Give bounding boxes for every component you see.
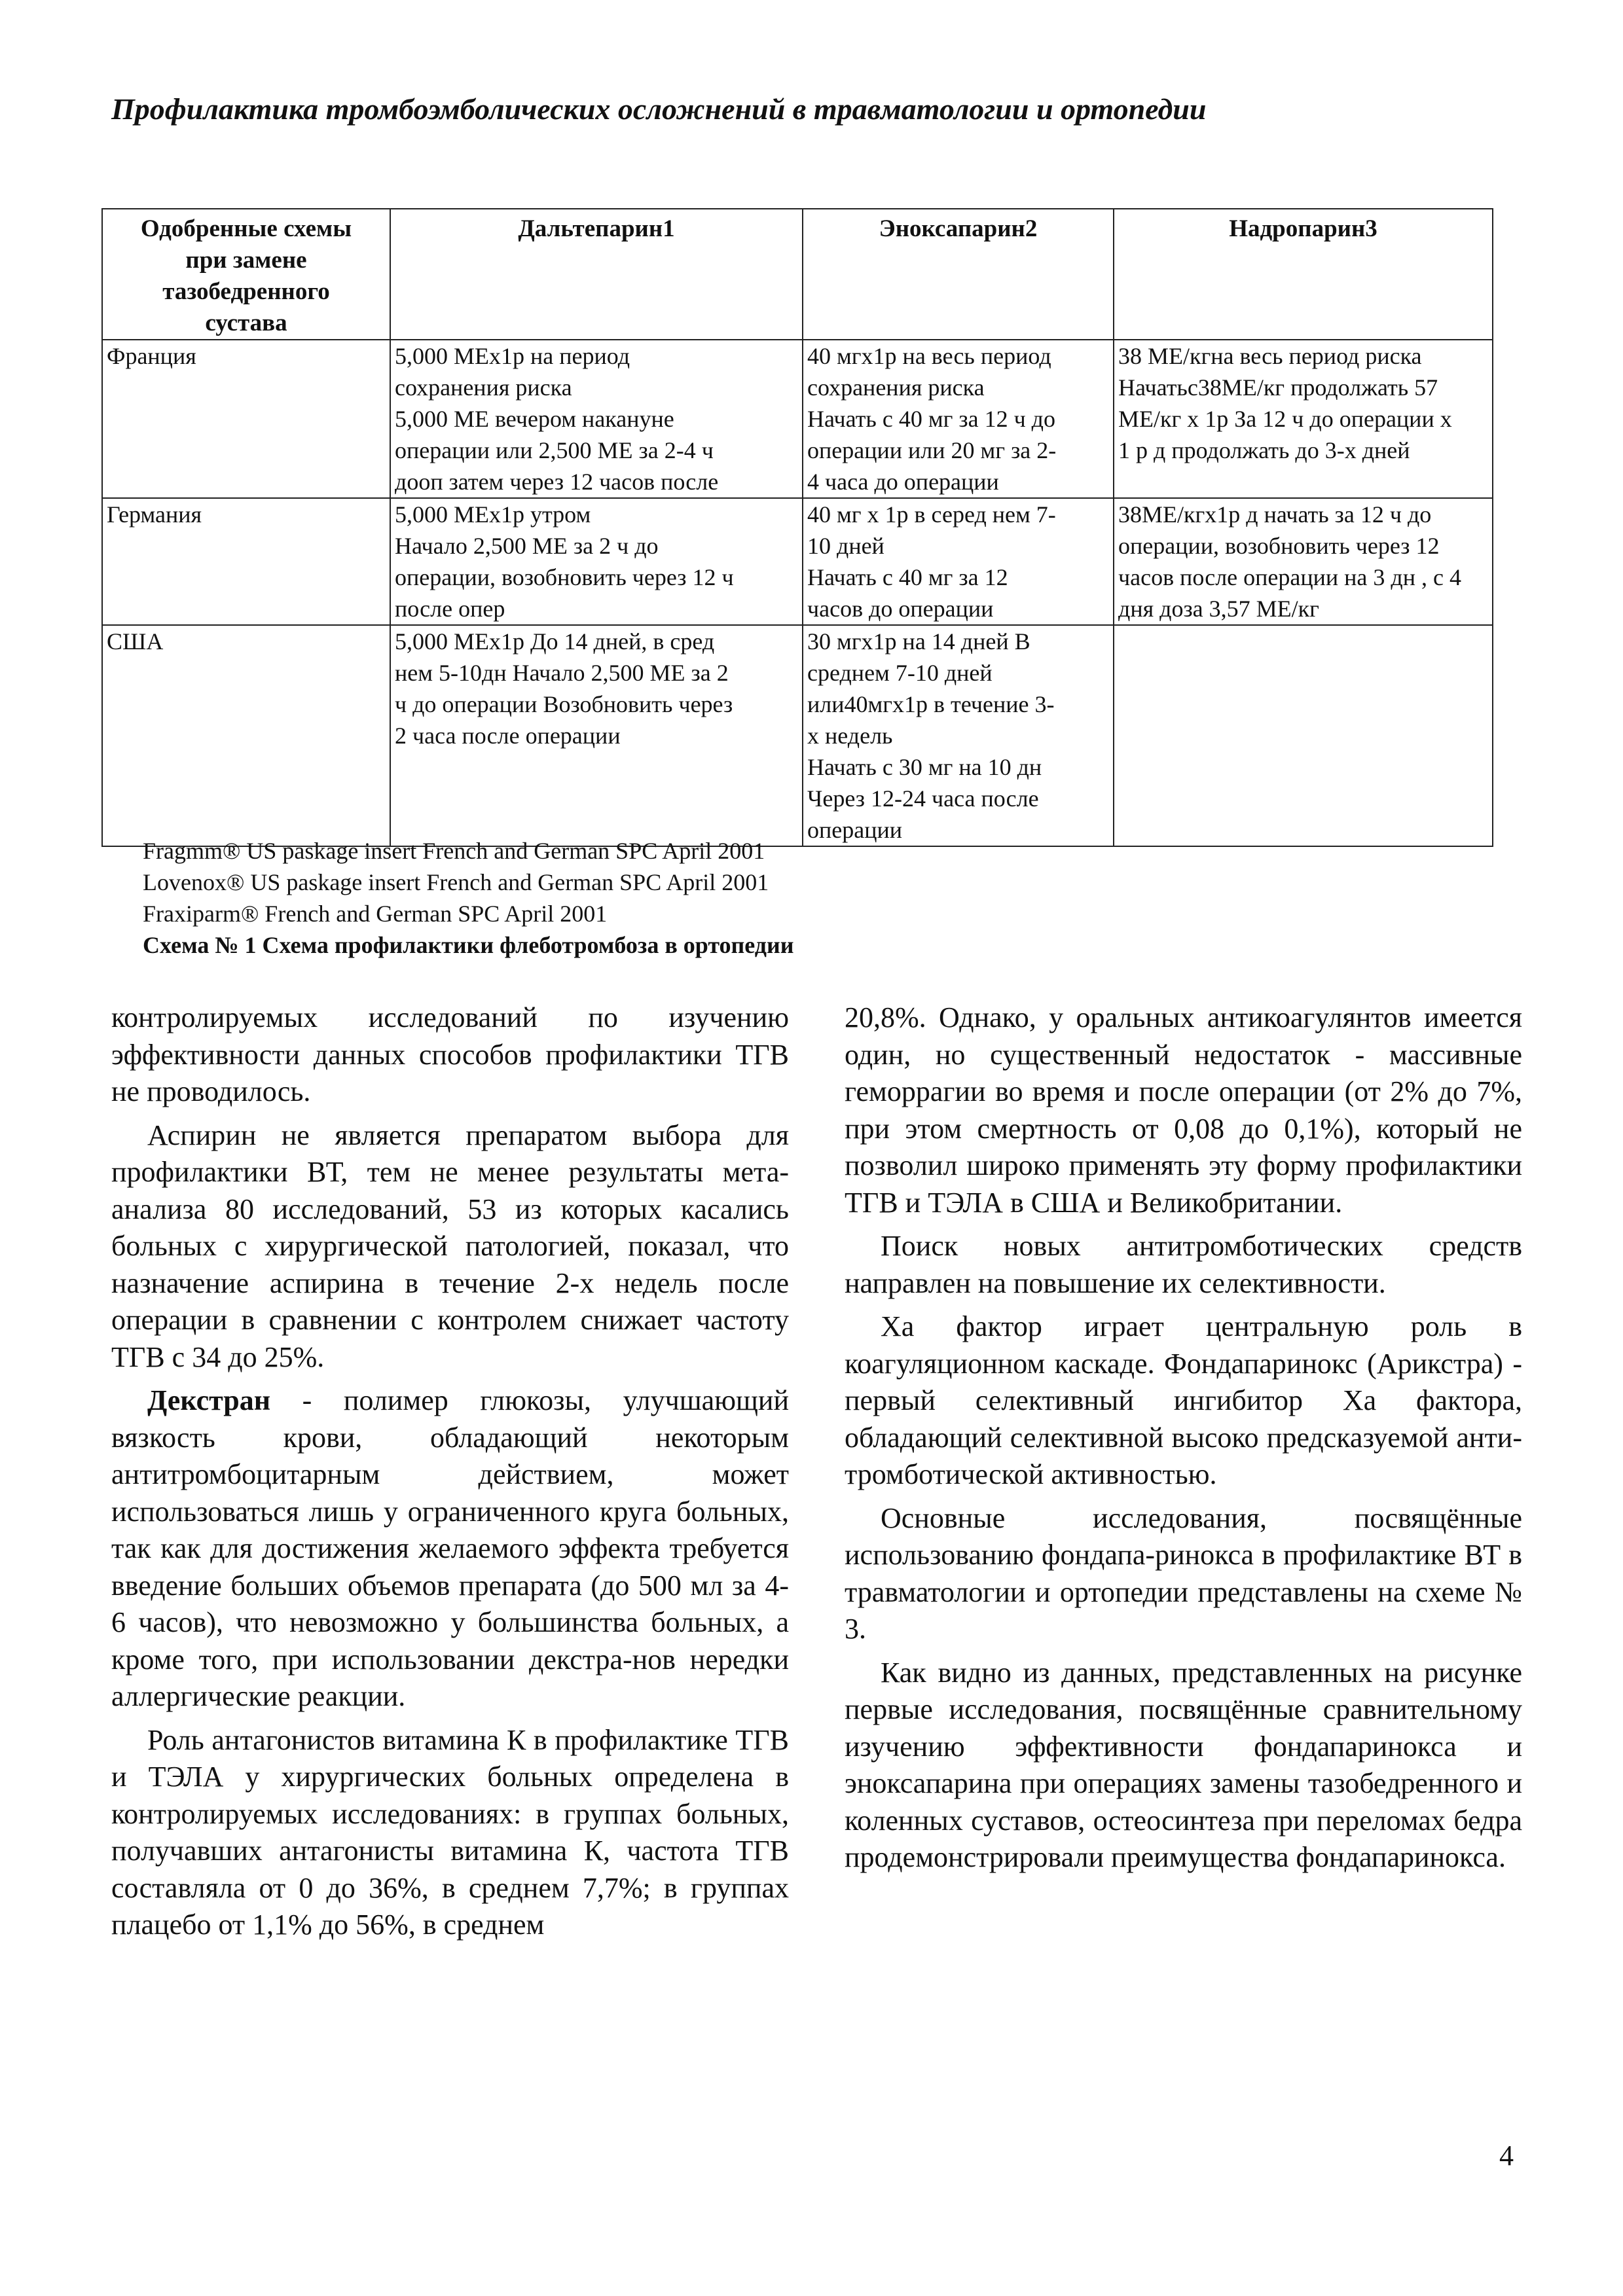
source-note: Fragmm® US paskage insert French and German SPC April 2001 [143,838,765,864]
paragraph: Как видно из данных, представленных на рисунке первые исследования, посвящённые сравнительному изучению эффективности фондапаринокса и эноксапарина при операциях замены тазобедренного и коленных суставов, остеосинтеза при переломах бедра продемонстрировали преимущества фондапаринокса. [845,1656,1522,1873]
paragraph: Роль антагонистов витамина К в профилактике ТГВ и ТЭЛА у хирургических больных определена в контролируемых исследованиях: в группах больных, получавших антагонисты витамина К, частота ТГВ составляла от 0 до 36%, в среднем 7,7%; в группах плацебо от 1,1% до 56%, в среднем [111,1723,789,1941]
cell-nadroparin: 38МЕ/кгх1р д начать за 12 ч до операции, возобновить через 12 часов после операции на 3 дн , с 4 дня доза 3,57 МЕ/кг [1114,498,1493,625]
cell-country: США [102,625,390,846]
source-note: Fraxiparm® French and German SPC April 2001 [143,901,608,927]
cell-nadroparin: 38 МЕ/кгна весь период риска Начатьс38МЕ/кг продолжать 57 МЕ/кг х 1р За 12 ч до операции х 1 р д продолжать до 3-х дней [1114,340,1493,498]
source-note: Lovenox® US paskage insert French and German SPC April 2001 [143,869,769,895]
prophylaxis-schemes-table [101,208,1493,847]
cell-dalteparin: 5,000 МЕх1р До 14 дней, в сред нем 5-10дн Начало 2,500 МЕ за 2 ч до операции Возобновить через 2 часа после операции [390,625,803,846]
paragraph: контролируемых исследований по изучению эффективности данных способов профилактики ТГВ не проводилось. [111,1001,789,1107]
term-dextran: Декстран [147,1384,271,1416]
cell-nadroparin [1114,625,1493,846]
paragraph: Аспирин не является препаратом выбора для профилактики ВТ, тем не менее результаты мета-анализа 80 исследований, 53 из которых касались больных с хирургической патологией, показал, что назначение аспирина в течение 2-х недель после операции в сравнении с контролем снижает частоту ТГВ с 34 до 25%. [111,1119,789,1373]
table-row-france [102,340,1493,498]
table-header-row [102,209,1493,340]
page-number: 4 [1499,2140,1514,2172]
table-row-germany [102,498,1493,625]
paragraph: 20,8%. Однако, у оральных антикоагулянтов имеется один, но существенный недостаток - массивные геморрагии во время и после операции (от 2% до 7%, при этом смертность от 0,08 до 0,1%), который не позволил широко применять эту форму профилактики ТГВ и ТЭЛА в США и Великобритании. [845,1001,1522,1219]
cell-enoxaparin: 40 мг х 1р в серед нем 7- 10 дней Начать с 40 мг за 12 часов до операции [803,498,1114,625]
header-dalteparin: Дальтепарин1 [390,209,803,340]
body-column-right [845,999,1522,1883]
cell-dalteparin: 5,000 МЕх1р на период сохранения риска 5,000 МЕ вечером накануне операции или 2,500 МЕ за 2-4 ч доoп затем через 12 часов после [390,340,803,498]
cell-enoxaparin: 40 мгх1р на весь период сохранения риска Начать с 40 мг за 12 ч до операции или 20 мг за 2- 4 часа до операции [803,340,1114,498]
header-enoxaparin: Эноксапарин2 [803,209,1114,340]
cell-enoxaparin: 30 мгх1р на 14 дней В среднем 7-10 дней или40мгх1р в течение 3- х недель Начать с 30 мг на 10 дн Через 12-24 часа после операции [803,625,1114,846]
paragraph: Поиск новых антитромботических средств направлен на повышение их селективности. [845,1230,1522,1299]
running-header: Профилактика тромбоэмболических осложнений в травматологии и ортопедии [111,92,1207,126]
table-notes [143,835,794,961]
cell-dalteparin: 5,000 МЕх1р утром Начало 2,500 МЕ за 2 ч до операции, возобновить через 12 ч после опер [390,498,803,625]
paragraph: Основные исследования, посвящённые использованию фондапа-ринокса в профилактике ВТ в травматологии и ортопедии представлены на схеме № 3. [845,1501,1522,1645]
header-approved-schemes: Одобренные схемы при замене тазобедренного сустава [102,209,390,340]
paragraph: Ха фактор играет центральную роль в коагуляционном каскаде. Фондапаринокс (Арикстра) - первый селективный ингибитор Ха фактора, обладающий селективной высоко предсказуемой анти-тромботической активностью. [845,1310,1522,1490]
cell-country: Франция [102,340,390,498]
table-caption: Схема № 1 Схема профилактики флеботромбоза в ортопедии [143,932,794,958]
table-row-usa [102,625,1493,846]
paragraph: Декстран - полимер глюкозы, улучшающий вязкость крови, обладающий некоторым антитромбоцитарным действием, может использоваться лишь у ограниченного круга больных, так как для достижения желаемого эффекта требуется введение больших объемов препарата (до 500 мл за 4-6 часов), что невозможно у большинства больных, а кроме того, при использовании декстра-нов нередки аллергические реакции. [111,1384,789,1712]
header-nadroparin: Надропарин3 [1114,209,1493,340]
body-column-left [111,999,789,1950]
cell-country: Германия [102,498,390,625]
